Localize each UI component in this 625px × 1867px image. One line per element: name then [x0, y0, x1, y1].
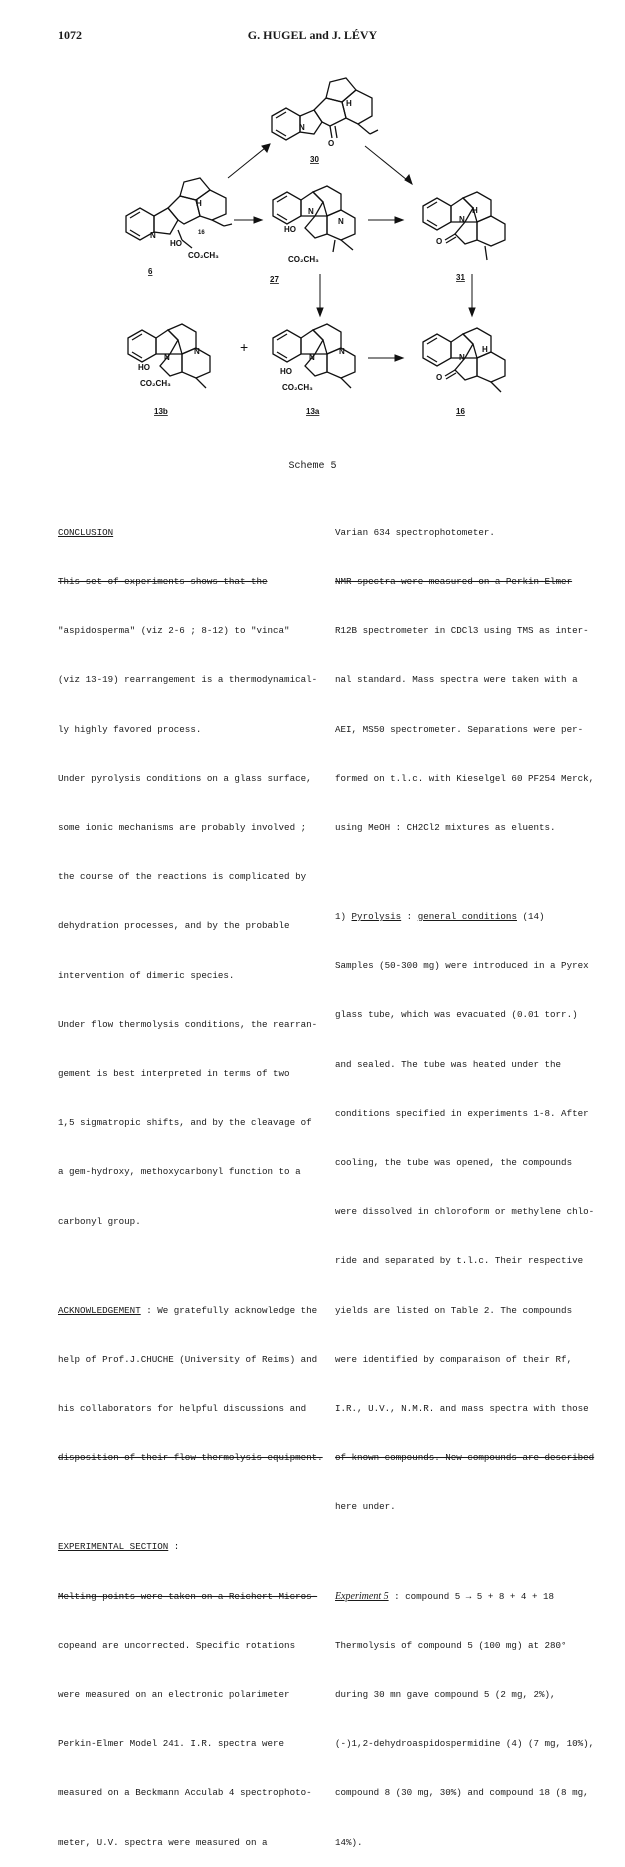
atom-N-13a: N: [309, 353, 315, 362]
experiment-5-scheme: : compound 5 → 5 + 8 + 4 + 18: [388, 1590, 554, 1602]
pyrolysis-line: were dissolved in chloroform or methylene chlo-: [335, 1206, 595, 1218]
experimental-line: measured on a Beckmann Acculab 4 spectrophoto-: [58, 1787, 312, 1799]
methods-line: Varian 634 spectrophotometer.: [335, 526, 495, 538]
pyrolysis-line: yields are listed on Table 2. The compounds: [335, 1304, 573, 1316]
author-first-sc: UGEL: [272, 28, 307, 42]
conclusion-line: 1,5 sigmatropic shifts, and by the cleavage of: [58, 1117, 312, 1129]
pyrolysis-line: ride and separated by t.l.c. Their respective: [335, 1255, 584, 1267]
conclusion-line: a gem-hydroxy, methoxycarbonyl function to a: [58, 1166, 301, 1178]
ack-text: : We gratefully acknowledge the: [140, 1304, 318, 1316]
atom-co2ch3-13b: CO₂CH₃: [140, 379, 171, 388]
author-and: and J. L: [306, 28, 352, 42]
atom-HO-13b: HO: [138, 363, 150, 372]
pyrolysis-line: and sealed. The tube was heated under the: [335, 1058, 562, 1070]
atom-HO-13a: HO: [280, 367, 292, 376]
conclusion-line: Under flow thermolysis conditions, the rearran-: [58, 1018, 318, 1030]
experiment-line: (-)1,2-dehydroaspidospermidine (4) (7 mg, 10%),: [335, 1738, 595, 1750]
conclusion-line: dehydration processes, and by the probable: [58, 920, 290, 932]
atom-N-27: N: [308, 207, 314, 216]
structure-6: [126, 178, 232, 248]
conclusion-line: This set of experiments shows that the: [58, 576, 268, 588]
plus-sign: +: [240, 339, 249, 355]
atom-N2-13b: N: [194, 347, 200, 356]
atom-N2-27: N: [338, 217, 344, 226]
atom-H-16: H: [482, 345, 488, 354]
label-6: 6: [148, 267, 153, 276]
experimental-line: meter, U.V. spectra were measured on a: [58, 1836, 268, 1848]
ack-line: [58, 1303, 323, 1319]
conclusion-line: intervention of dimeric species.: [58, 969, 235, 981]
experiment-line: Thermolysis of compound 5 (100 mg) at 280°: [335, 1639, 567, 1651]
ack-heading: ACKNOWLEDGEMENT: [58, 1304, 141, 1316]
experimental-line: Perkin-Elmer Model 241. I.R. spectra were: [58, 1738, 285, 1750]
label-31: 31: [456, 273, 465, 282]
conclusion-line: carbonyl group.: [58, 1215, 141, 1227]
experiment-line: compound 8 (30 mg, 30%) and compound 18 (8 mg,: [335, 1787, 589, 1799]
experiment-5-heading: [335, 1589, 605, 1605]
pyrolysis-sep: :: [401, 911, 418, 923]
experiment-line: during 30 mn gave compound 5 (2 mg, 2%),: [335, 1688, 556, 1700]
label-13b: 13b: [154, 407, 168, 416]
atom-co2ch3-13a: CO₂CH₃: [282, 383, 313, 392]
scheme-caption: Scheme 5: [288, 461, 337, 472]
ack-line: help of Prof.J.CHUCHE (University of Reims) and: [58, 1353, 318, 1365]
methods-line: R12B spectrometer in CDCl3 using TMS as inter-: [335, 625, 589, 637]
pyrolysis-line: here under.: [335, 1501, 396, 1513]
atom-N-16: N: [459, 353, 465, 362]
conclusion-line: ly highly favored process.: [58, 723, 202, 735]
atom-N-31: N: [459, 215, 465, 224]
atom-N-13b: N: [164, 353, 170, 362]
experiment-5-label: Experiment 5: [335, 1590, 389, 1602]
label-16: 16: [456, 407, 465, 416]
conclusion-line: (viz 13-19) rearrangement is a thermodynamical-: [58, 674, 318, 686]
atom-N-30: N: [299, 123, 305, 132]
label-13a: 13a: [306, 407, 320, 416]
experimental-heading: EXPERIMENTAL SECTION: [58, 1541, 169, 1553]
atom-co2ch3-27: CO₂CH₃: [288, 255, 319, 264]
pyrolysis-line: cooling, the tube was opened, the compounds: [335, 1157, 573, 1169]
pyrolysis-heading: [335, 909, 605, 925]
running-header-authors: [0, 28, 625, 43]
experimental-heading-colon: :: [168, 1541, 180, 1553]
atom-O-31: O: [436, 237, 443, 246]
label-27: 27: [270, 275, 279, 284]
author-first: G. H: [247, 28, 273, 42]
structure-30: [272, 78, 378, 140]
ack-line: disposition of their flow thermolysis equipment.: [58, 1452, 323, 1464]
left-column: [58, 492, 323, 1867]
atom-O-30: O: [328, 139, 335, 148]
author-second-sc: ÉVY: [351, 28, 378, 42]
pyrolysis-general: general conditions: [417, 911, 517, 923]
methods-line: nal standard. Mass spectra were taken with a: [335, 674, 578, 686]
experimental-line: copeand are uncorrected. Specific rotations: [58, 1639, 296, 1651]
pyrolysis-number: 1): [335, 911, 352, 923]
pyrolysis-line: were identified by comparaison of their Rf,: [335, 1353, 573, 1365]
pyrolysis-word: Pyrolysis: [351, 911, 402, 923]
atom-O-16: O: [436, 373, 443, 382]
methods-line: using MeOH : CH2Cl2 mixtures as eluents.: [335, 822, 556, 834]
conclusion-heading: CONCLUSION: [58, 526, 114, 538]
methods-line: NMR spectra were measured on a Perkin-Elmer: [335, 576, 573, 588]
conclusion-line: some ionic mechanisms are probably involved ;: [58, 822, 307, 834]
atom-H-31: H: [472, 206, 478, 215]
conclusion-line: "aspidosperma" (viz 2-6 ; 8-12) to "vinca": [58, 625, 290, 637]
atom-N2-13a: N: [339, 347, 345, 356]
reaction-arrows: [228, 144, 475, 361]
label-30: 30: [310, 155, 319, 164]
conclusion-line: gement is best interpreted in terms of two: [58, 1068, 290, 1080]
structure-31: [423, 192, 505, 260]
methods-line: formed on t.l.c. with Kieselgel 60 PF254 Merck,: [335, 772, 595, 784]
right-column: [335, 492, 605, 1867]
pyrolysis-line: glass tube, which was evacuated (0.01 torr.): [335, 1009, 578, 1021]
page-number: 1072: [58, 28, 82, 42]
experimental-line: Melting points were taken on a Reichert Micros-: [58, 1590, 318, 1602]
pyrolysis-line: Samples (50-300 mg) were introduced in a Pyrex: [335, 960, 589, 972]
atom-H-6: H: [196, 199, 202, 208]
pyrolysis-line: conditions specified in experiments 1-8. After: [335, 1107, 589, 1119]
atom-HO-27: HO: [284, 225, 296, 234]
experimental-line: were measured on an electronic polarimeter: [58, 1688, 290, 1700]
atom-co2ch3-6: CO₂CH₃: [188, 251, 219, 260]
reaction-scheme: [110, 68, 510, 438]
conclusion-line: the course of the reactions is complicated by: [58, 871, 307, 883]
experiment-line: 14%).: [335, 1836, 363, 1848]
atom-H-30: H: [346, 99, 352, 108]
atom-16-6: 16: [198, 230, 205, 236]
pyrolysis-line: of known compounds. New compounds are described: [335, 1452, 595, 1464]
methods-line: AEI, MS50 spectrometer. Separations were per-: [335, 723, 584, 735]
conclusion-line: Under pyrolysis conditions on a glass surface,: [58, 772, 312, 784]
atom-N-6: N: [150, 231, 156, 240]
pyrolysis-ref: (14): [516, 911, 545, 923]
pyrolysis-line: I.R., U.V., N.M.R. and mass spectra with those: [335, 1403, 589, 1415]
atom-HO-6: HO: [170, 239, 182, 248]
experimental-heading-line: [58, 1539, 323, 1555]
ack-line: his collaborators for helpful discussions and: [58, 1403, 307, 1415]
